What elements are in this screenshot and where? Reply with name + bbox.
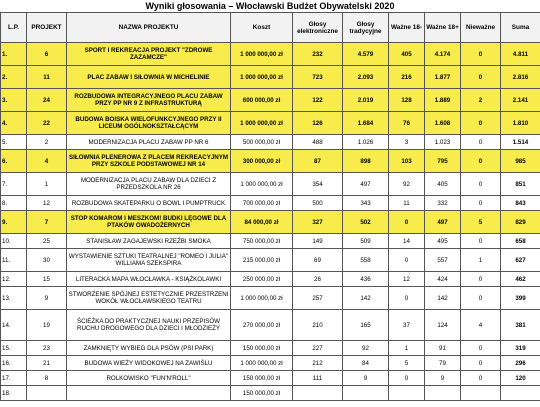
table-row — [1, 249, 540, 272]
table-row — [1, 43, 540, 66]
cell-sum — [501, 386, 540, 401]
cell-cost: 250 000,00 zł — [231, 272, 293, 287]
cell-electronic-votes: 723 — [293, 66, 343, 89]
table-row — [1, 272, 540, 287]
cell-sum: 985 — [501, 150, 540, 173]
cell-lp: 12. — [1, 272, 27, 287]
cell-project-name: WYSTAWIENIE SZTUKI TEATRALNEJ "ROMEO I JULIA" WILLIAMA SZEKSPIRA — [67, 249, 231, 272]
cell-valid-18-plus: 495 — [425, 234, 461, 249]
cell-electronic-votes: 122 — [293, 89, 343, 112]
cell-traditional-votes: 898 — [343, 150, 389, 173]
cell-valid-under-18: 11 — [389, 196, 425, 211]
cell-traditional-votes: 9 — [343, 371, 389, 386]
cell-cost: 1 000 000,00 zł — [231, 66, 293, 89]
cell-cost: 600 000,00 zł — [231, 89, 293, 112]
cell-project-number — [27, 386, 67, 401]
table-row — [1, 135, 540, 150]
cell-invalid: 0 — [461, 371, 501, 386]
cell-lp: 8. — [1, 196, 27, 211]
cell-project-name: SIŁOWNIA PLENEROWA Z PLACEM REKREACYJNYM PRZY SZKOLE PODSTAWOWEJ NR 14 — [67, 150, 231, 173]
cell-project-number: 9 — [27, 287, 67, 310]
cell-sum: 120 — [501, 371, 540, 386]
cell-cost: 1 000 000,00 zł — [231, 356, 293, 371]
cell-electronic-votes: 488 — [293, 135, 343, 150]
cell-invalid: 4 — [461, 310, 501, 341]
cell-project-name: LITERACKA MAPA WŁOCŁAWKA - KSIĄŻKOLAWKI — [67, 272, 231, 287]
cell-electronic-votes: 257 — [293, 287, 343, 310]
cell-sum: 462 — [501, 272, 540, 287]
cell-lp: 16. — [1, 356, 27, 371]
cell-traditional-votes — [343, 386, 389, 401]
cell-valid-18-plus: 124 — [425, 310, 461, 341]
cell-cost: 1 000 000,00 zł — [231, 112, 293, 135]
cell-invalid: 5 — [461, 211, 501, 234]
col-header-tradycyjne: Głosy tradycyjne — [343, 13, 389, 43]
cell-valid-under-18 — [389, 386, 425, 401]
col-header-suma: Suma — [501, 13, 540, 43]
cell-valid-18-plus: 1.889 — [425, 89, 461, 112]
cell-traditional-votes: 343 — [343, 196, 389, 211]
cell-traditional-votes: 497 — [343, 173, 389, 196]
cell-project-number: 1 — [27, 173, 67, 196]
cell-electronic-votes: 327 — [293, 211, 343, 234]
cell-lp: 5. — [1, 135, 27, 150]
cell-valid-under-18: 103 — [389, 150, 425, 173]
cell-project-number: 4 — [27, 150, 67, 173]
cell-invalid: 0 — [461, 272, 501, 287]
cell-invalid: 0 — [461, 43, 501, 66]
cell-valid-18-plus: 79 — [425, 356, 461, 371]
table-row — [1, 234, 540, 249]
table-row — [1, 89, 540, 112]
table-row — [1, 211, 540, 234]
cell-project-name — [67, 386, 231, 401]
cell-traditional-votes: 2.019 — [343, 89, 389, 112]
cell-project-number: 22 — [27, 112, 67, 135]
cell-project-name: SPORT I REKREACJA PROJEKT "ZDROWE ZAZAMCZE" — [67, 43, 231, 66]
col-header-niewazne: Nieważne — [461, 13, 501, 43]
cell-traditional-votes: 92 — [343, 341, 389, 356]
table-row — [1, 386, 540, 401]
cell-lp: 9. — [1, 211, 27, 234]
cell-lp: 6. — [1, 150, 27, 173]
cell-valid-18-plus: 1.877 — [425, 66, 461, 89]
cell-cost: 150 000,00 zł — [231, 386, 293, 401]
col-header-projekt: PROJEKT — [27, 13, 67, 43]
cell-invalid: 0 — [461, 341, 501, 356]
table-row — [1, 66, 540, 89]
cell-valid-under-18: 0 — [389, 249, 425, 272]
cell-valid-18-plus: 497 — [425, 211, 461, 234]
cell-lp: 17. — [1, 371, 27, 386]
header-row — [1, 13, 540, 43]
cell-invalid: 1 — [461, 249, 501, 272]
cell-valid-under-18: 405 — [389, 43, 425, 66]
cell-sum: 851 — [501, 173, 540, 196]
cell-traditional-votes: 509 — [343, 234, 389, 249]
cell-valid-18-plus: 4.174 — [425, 43, 461, 66]
cell-lp: 7. — [1, 173, 27, 196]
cell-lp: 4. — [1, 112, 27, 135]
cell-cost: 500 000,00 zł — [231, 135, 293, 150]
cell-sum: 1.514 — [501, 135, 540, 150]
cell-project-number: 30 — [27, 249, 67, 272]
cell-traditional-votes: 436 — [343, 272, 389, 287]
cell-sum: 4.811 — [501, 43, 540, 66]
table-row — [1, 150, 540, 173]
cell-traditional-votes: 1.026 — [343, 135, 389, 150]
cell-sum: 399 — [501, 287, 540, 310]
cell-project-name: BUDOWA WIEŻY WIDOKOWEJ NA ZAWIŚLU — [67, 356, 231, 371]
cell-valid-under-18: 12 — [389, 272, 425, 287]
col-header-wazne-18-minus: Ważne 18- — [389, 13, 425, 43]
cell-lp: 3. — [1, 89, 27, 112]
col-header-koszt: Koszt — [231, 13, 293, 43]
results-body — [1, 43, 540, 401]
cell-invalid — [461, 386, 501, 401]
cell-valid-18-plus: 91 — [425, 341, 461, 356]
cell-electronic-votes: 354 — [293, 173, 343, 196]
cell-cost: 1 000 000,00 zł — [231, 43, 293, 66]
cell-valid-18-plus: 142 — [425, 287, 461, 310]
cell-cost: 215 000,00 zł — [231, 249, 293, 272]
cell-electronic-votes: 149 — [293, 234, 343, 249]
cell-project-number: 8 — [27, 371, 67, 386]
cell-valid-18-plus — [425, 386, 461, 401]
cell-valid-under-18: 128 — [389, 89, 425, 112]
cell-project-name: MODERNIZACJA PLACU ZABAW PP NR 6 — [67, 135, 231, 150]
cell-project-number: 12 — [27, 196, 67, 211]
cell-sum: 2.141 — [501, 89, 540, 112]
cell-valid-under-18: 3 — [389, 135, 425, 150]
cell-electronic-votes: 500 — [293, 196, 343, 211]
cell-cost: 150 000,00 zł — [231, 341, 293, 356]
cell-project-number: 23 — [27, 341, 67, 356]
cell-traditional-votes: 4.579 — [343, 43, 389, 66]
cell-invalid: 0 — [461, 173, 501, 196]
cell-traditional-votes: 142 — [343, 287, 389, 310]
table-row — [1, 341, 540, 356]
cell-sum: 658 — [501, 234, 540, 249]
cell-invalid: 0 — [461, 234, 501, 249]
cell-valid-under-18: 216 — [389, 66, 425, 89]
cell-traditional-votes: 165 — [343, 310, 389, 341]
table-row — [1, 310, 540, 341]
cell-cost: 750 000,00 zł — [231, 234, 293, 249]
cell-project-name: ROZBUDOWA INTEGRACYJNEGO PLACU ZABAW PRZY PP NR 9 Z INFRASTRUKTURĄ — [67, 89, 231, 112]
col-header-lp: L.P. — [1, 13, 27, 43]
cell-sum: 843 — [501, 196, 540, 211]
cell-lp: 11. — [1, 249, 27, 272]
cell-valid-18-plus: 405 — [425, 173, 461, 196]
cell-sum: 2.816 — [501, 66, 540, 89]
cell-electronic-votes: 227 — [293, 341, 343, 356]
cell-traditional-votes: 84 — [343, 356, 389, 371]
cell-valid-18-plus: 1.608 — [425, 112, 461, 135]
cell-project-name: ROZBUDOWA SKATEPARKU O BOWL I PUMPTRUCK — [67, 196, 231, 211]
cell-valid-18-plus: 332 — [425, 196, 461, 211]
cell-invalid: 0 — [461, 112, 501, 135]
cell-invalid: 0 — [461, 356, 501, 371]
cell-valid-under-18: 92 — [389, 173, 425, 196]
cell-lp: 1. — [1, 43, 27, 66]
cell-traditional-votes: 1.684 — [343, 112, 389, 135]
cell-project-number: 15 — [27, 272, 67, 287]
cell-cost: 1 000 000,00 zł — [231, 173, 293, 196]
cell-invalid: 0 — [461, 196, 501, 211]
col-header-elektroniczne: Głosy elektroniczne — [293, 13, 343, 43]
cell-project-name: MODERNIZACJA PLACU ZABAW DLA DZIECI Z PRZEDSZKOLA NR 26 — [67, 173, 231, 196]
cell-valid-under-18: 0 — [389, 287, 425, 310]
cell-project-name: STANISŁAW ZAGAJEWSKI RZEŹBI SMOKA — [67, 234, 231, 249]
cell-sum: 296 — [501, 356, 540, 371]
cell-project-number: 21 — [27, 356, 67, 371]
table-row — [1, 173, 540, 196]
cell-valid-18-plus: 424 — [425, 272, 461, 287]
cell-sum: 381 — [501, 310, 540, 341]
cell-invalid: 0 — [461, 287, 501, 310]
cell-invalid: 0 — [461, 150, 501, 173]
cell-electronic-votes: 69 — [293, 249, 343, 272]
cell-project-number: 2 — [27, 135, 67, 150]
cell-valid-18-plus: 9 — [425, 371, 461, 386]
cell-electronic-votes: 26 — [293, 272, 343, 287]
table-row — [1, 287, 540, 310]
cell-invalid: 0 — [461, 66, 501, 89]
cell-electronic-votes: 212 — [293, 356, 343, 371]
cell-lp: 13. — [1, 287, 27, 310]
cell-valid-under-18: 5 — [389, 356, 425, 371]
cell-project-name: ŚCIEŻKA DO PRAKTYCZNEJ NAUKI PRZEPISÓW RUCHU DROGOWEGO DLA DZIECI I MŁODZIEŻY — [67, 310, 231, 341]
cell-sum: 829 — [501, 211, 540, 234]
cell-lp: 18. — [1, 386, 27, 401]
cell-traditional-votes: 2.093 — [343, 66, 389, 89]
cell-cost: 700 000,00 zł — [231, 196, 293, 211]
cell-project-name: STOP KOMAROM I MESZKOM! BUDKI LĘGOWE DLA PTAKÓW OWADOŻERNYCH — [67, 211, 231, 234]
cell-project-number: 25 — [27, 234, 67, 249]
cell-invalid: 0 — [461, 135, 501, 150]
cell-cost: 270 000,00 zł — [231, 310, 293, 341]
cell-sum: 319 — [501, 341, 540, 356]
table-row — [1, 371, 540, 386]
cell-lp: 10. — [1, 234, 27, 249]
cell-project-name: ZAMKNIĘTY WYBIEG DLA PSÓW (PSI PARK) — [67, 341, 231, 356]
cell-invalid: 2 — [461, 89, 501, 112]
cell-project-number: 24 — [27, 89, 67, 112]
cell-traditional-votes: 502 — [343, 211, 389, 234]
cell-cost: 150 000,00 zł — [231, 371, 293, 386]
cell-electronic-votes — [293, 386, 343, 401]
cell-cost: 84 000,00 zł — [231, 211, 293, 234]
table-row — [1, 112, 540, 135]
cell-project-name: STWORZENIE SPÓJNEJ ESTETYCZNIE PRZESTRZENI WOKÓŁ WŁOCŁAWSKIEGO TEATRU — [67, 287, 231, 310]
cell-valid-18-plus: 795 — [425, 150, 461, 173]
cell-electronic-votes: 111 — [293, 371, 343, 386]
cell-valid-18-plus: 1.023 — [425, 135, 461, 150]
cell-lp: 14. — [1, 310, 27, 341]
cell-sum: 627 — [501, 249, 540, 272]
cell-project-number: 19 — [27, 310, 67, 341]
cell-electronic-votes: 232 — [293, 43, 343, 66]
cell-valid-under-18: 14 — [389, 234, 425, 249]
cell-cost: 1 000 000,00 zł — [231, 287, 293, 310]
cell-project-number: 11 — [27, 66, 67, 89]
cell-valid-18-plus: 557 — [425, 249, 461, 272]
cell-electronic-votes: 126 — [293, 112, 343, 135]
table-row — [1, 356, 540, 371]
cell-project-number: 7 — [27, 211, 67, 234]
cell-project-name: ROLKOWISKO "FUN'N'ROLL" — [67, 371, 231, 386]
cell-valid-under-18: 1 — [389, 341, 425, 356]
table-row — [1, 196, 540, 211]
col-header-nazwa: NAZWA PROJEKTU — [67, 13, 231, 43]
cell-electronic-votes: 210 — [293, 310, 343, 341]
cell-valid-under-18: 0 — [389, 371, 425, 386]
cell-project-name: BUDOWA BOISKA WIELOFUNKCYJNEGO PRZY II LICEUM OGÓLNOKSZTAŁCĄCYM — [67, 112, 231, 135]
cell-valid-under-18: 37 — [389, 310, 425, 341]
cell-traditional-votes: 558 — [343, 249, 389, 272]
cell-cost: 300 000,00 zł — [231, 150, 293, 173]
cell-valid-under-18: 0 — [389, 211, 425, 234]
cell-project-number: 6 — [27, 43, 67, 66]
cell-sum: 1.810 — [501, 112, 540, 135]
col-header-wazne-18-plus: Ważne 18+ — [425, 13, 461, 43]
cell-project-name: PLAC ZABAW I SIŁOWNIA W MICHELINIE — [67, 66, 231, 89]
results-table — [0, 12, 540, 401]
cell-lp: 15. — [1, 341, 27, 356]
cell-electronic-votes: 87 — [293, 150, 343, 173]
cell-valid-under-18: 76 — [389, 112, 425, 135]
page-title: Wyniki głosowania – Włocławski Budżet Obywatelski 2020 — [145, 1, 395, 11]
cell-lp: 2. — [1, 66, 27, 89]
